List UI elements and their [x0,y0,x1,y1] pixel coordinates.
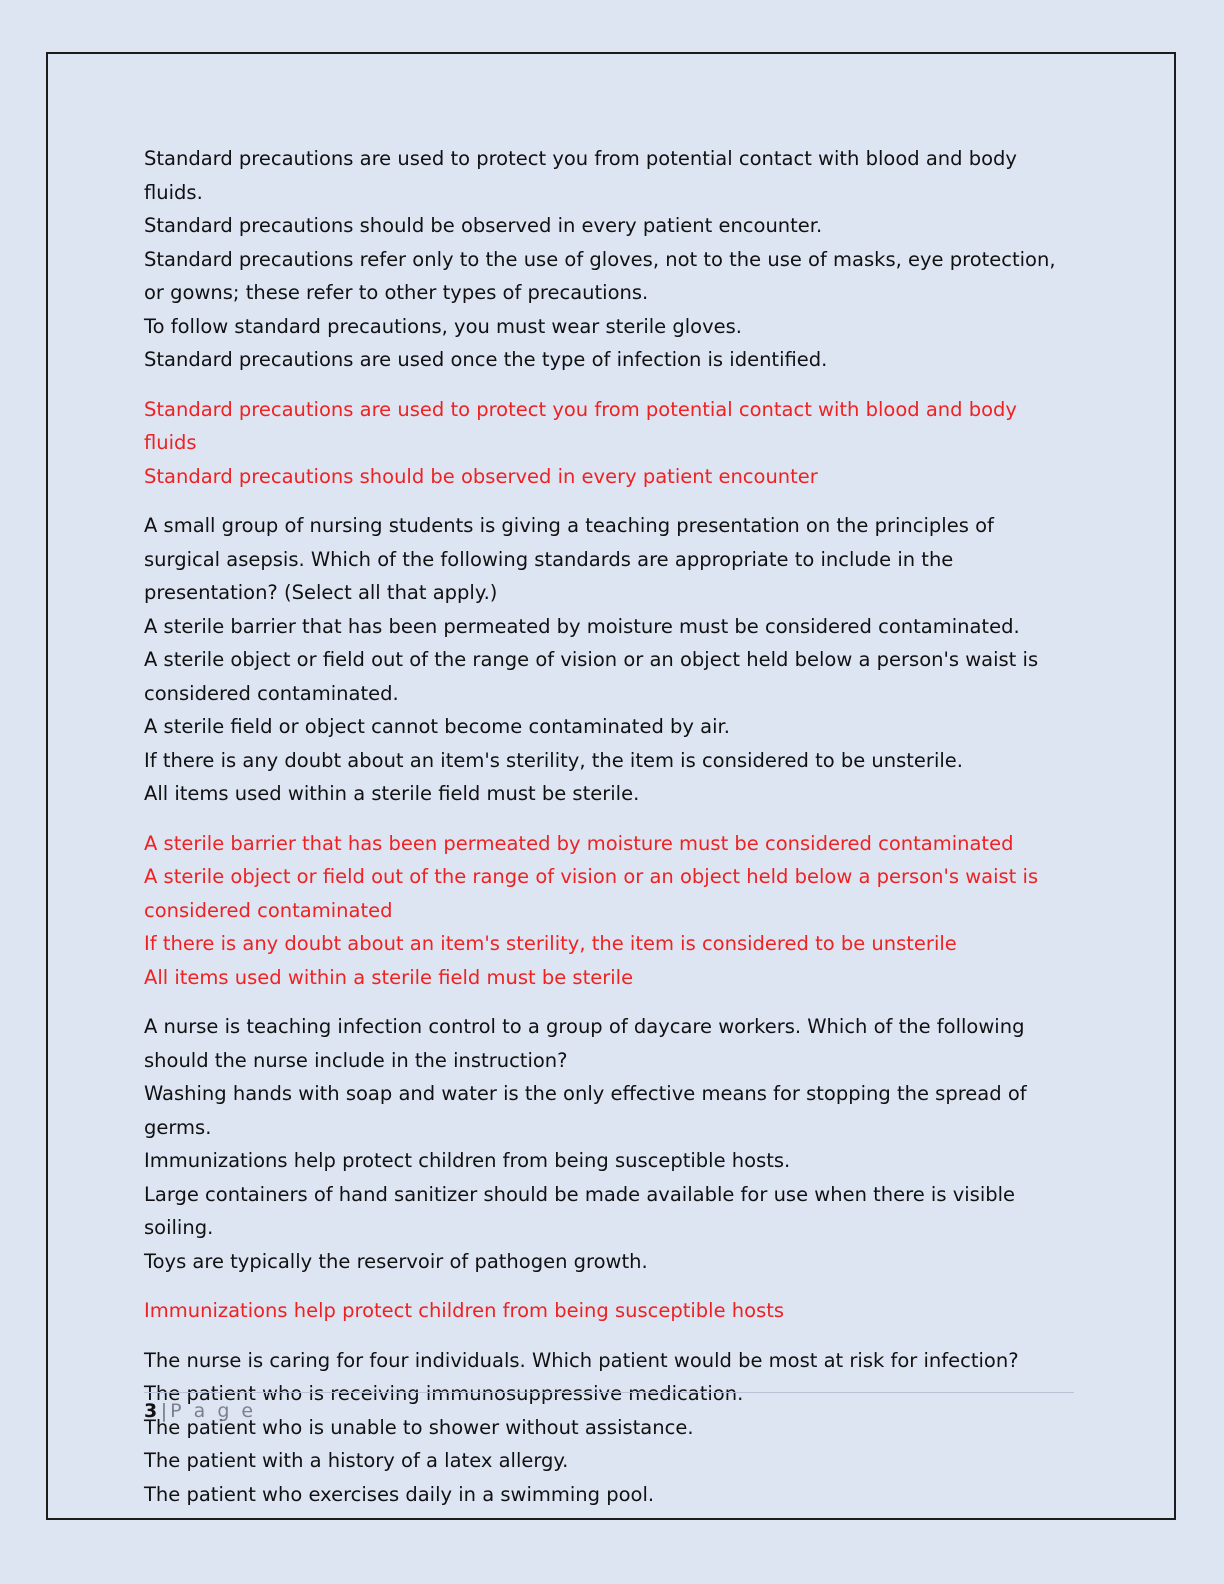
spacer [144,811,1074,827]
answer-line: Immunizations help protect children from being susceptible hosts [144,1299,785,1322]
text-line: A sterile barrier that has been permeated by moisture must be considered contaminated. [144,614,1020,638]
text-line: The nurse is caring for four individuals. Which patient would be most at risk for infection? [144,1348,1019,1372]
question-block-4 [144,1344,1074,1512]
question-block-3 [144,1010,1074,1278]
answer-line: A sterile object or field out of the range of vision or an object held below a person's waist is considered contaminated [144,865,1039,922]
text-line: Immunizations help protect children from being susceptible hosts. [144,1149,791,1172]
text-line: All items used within a sterile field must be sterile. [144,782,640,805]
text-line: A nurse is teaching infection control to a group of daycare workers. Which of the following should the nurse include in the instruction? [144,1015,1025,1072]
text-line: To follow standard precautions, you must wear sterile gloves. [144,314,742,338]
document-page [46,52,1176,1520]
text-line: Standard precautions should be observed in every patient encounter. [144,214,823,237]
text-line: If there is any doubt about an item's sterility, the item is considered to be unsterile. [144,748,963,772]
answer-block-2 [144,827,1074,995]
text-line: Washing hands with soap and water is the only effective means for stopping the spread of germs. [144,1082,1027,1139]
spacer [144,493,1074,509]
spacer [144,1328,1074,1344]
text-line: Standard precautions are used to protect you from potential contact with blood and body fluids. [144,147,1017,204]
spacer [144,994,1074,1010]
text-line: The patient who is unable to shower without assistance. [144,1415,694,1439]
footer-page-number: 3 [144,1400,158,1422]
page-footer [144,1392,1074,1422]
answer-line: Standard precautions are used to protect you from potential contact with blood and body fluids [144,397,1017,454]
footer-row [144,1400,1074,1422]
answer-line: If there is any doubt about an item's sterility, the item is considered to be unsterile [144,932,957,955]
answer-line: All items used within a sterile field must be sterile [144,965,634,989]
question-block-2 [144,509,1074,811]
question-block-1 [144,142,1074,377]
spacer [144,377,1074,393]
text-line: A sterile object or field out of the range of vision or an object held below a person's waist is considered contaminated. [144,648,1039,705]
footer-label: P a g e [170,1400,257,1422]
answer-block-3 [144,1294,1074,1328]
answer-line: A sterile barrier that has been permeated by moisture must be considered contaminated [144,831,1014,855]
answer-line: Standard precautions should be observed in every patient encounter [144,464,818,488]
spacer [144,1278,1074,1294]
answer-block-1 [144,393,1074,494]
document-body [144,142,1074,1511]
text-line: A sterile field or object cannot become contaminated by air. [144,715,730,738]
text-line: The patient with a history of a latex allergy. [144,1449,569,1472]
text-line: The patient who is receiving immunosuppressive medication. [144,1382,744,1405]
text-line: The patient who exercises daily in a swimming pool. [144,1482,655,1506]
text-line: Standard precautions refer only to the use of gloves, not to the use of masks, eye protection, or gowns; these refer to other types of precautions. [144,247,1056,304]
text-line: Toys are typically the reservoir of pathogen growth. [144,1249,648,1273]
text-line: Standard precautions are used once the type of infection is identified. [144,348,828,371]
text-line: Large containers of hand sanitizer should be made available for use when there is visible soiling. [144,1182,1016,1239]
text-line: A small group of nursing students is giving a teaching presentation on the principles of surgical asepsis. Which of the following standards are appropriate to include in the presentation? (Select all that apply.) [144,514,994,604]
footer-separator: | [160,1400,168,1422]
